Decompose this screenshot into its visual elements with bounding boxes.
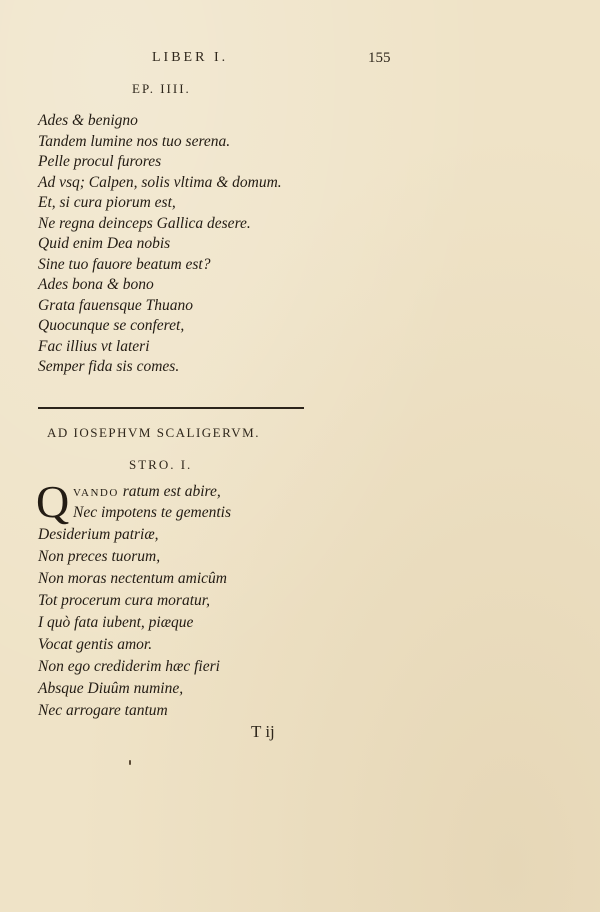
verse-line: Nec impotens te gementis <box>73 504 231 521</box>
epigram-heading: EP. IIII. <box>132 81 191 96</box>
verse-line: Quocunque se conferet, <box>38 317 185 334</box>
ode-indented-verse <box>73 502 231 524</box>
verse-line: Grata fauensque Thuano <box>38 296 193 314</box>
ode-verse <box>38 524 227 722</box>
running-title: LIBER I. <box>152 50 229 65</box>
verse-line: Quid enim Dea nobis <box>38 235 171 252</box>
ode-first-line <box>73 483 221 501</box>
verse-line: Non ego crediderim hæc fieri <box>38 658 220 675</box>
verse-line: Sine tuo fauore beatum est? <box>38 255 211 273</box>
verse-line: Ne regna deinceps Gallica desere. <box>38 214 251 232</box>
section-divider <box>38 407 304 409</box>
verse-line: Non moras nectentum amicûm <box>38 570 227 587</box>
verse-line: Semper fida sis comes. <box>38 358 180 375</box>
verse-line: Ad vsq; Calpen, solis vltima & domum. <box>38 173 282 191</box>
verse-line: Vocat gentis amor. <box>38 636 153 653</box>
verse-line: Ades bona & bono <box>38 276 154 293</box>
verse-line: Absque Diuûm numine, <box>38 680 184 697</box>
verse-line: Tot procerum cura moratur, <box>38 592 210 609</box>
ode-title: AD IOSEPHVM SCALIGERVM. <box>47 425 260 440</box>
verse-line: Tandem lumine nos tuo serena. <box>38 132 231 150</box>
epigram-verse <box>38 111 282 378</box>
drop-cap: Q <box>36 476 70 527</box>
verse-line: I quò fata iubent, piæque <box>38 614 194 631</box>
signature-mark: T ij <box>251 722 275 741</box>
first-line-small-caps: VANDO <box>73 487 119 499</box>
verse-line: Non preces tuorum, <box>38 548 161 565</box>
verse-line: Fac illius vt lateri <box>38 337 150 355</box>
verse-line: Pelle procul furores <box>38 153 162 170</box>
ink-speck <box>129 760 131 765</box>
first-line-rest: ratum est abire, <box>122 483 221 500</box>
strophe-heading: STRO. I. <box>129 457 193 472</box>
verse-line: Et, si cura piorum est, <box>38 194 176 211</box>
verse-line: Desiderium patriæ, <box>38 526 159 543</box>
verse-line: Nec arrogare tantum <box>38 702 168 719</box>
page-number: 155 <box>368 50 391 66</box>
verse-line: Ades & benigno <box>38 112 138 129</box>
